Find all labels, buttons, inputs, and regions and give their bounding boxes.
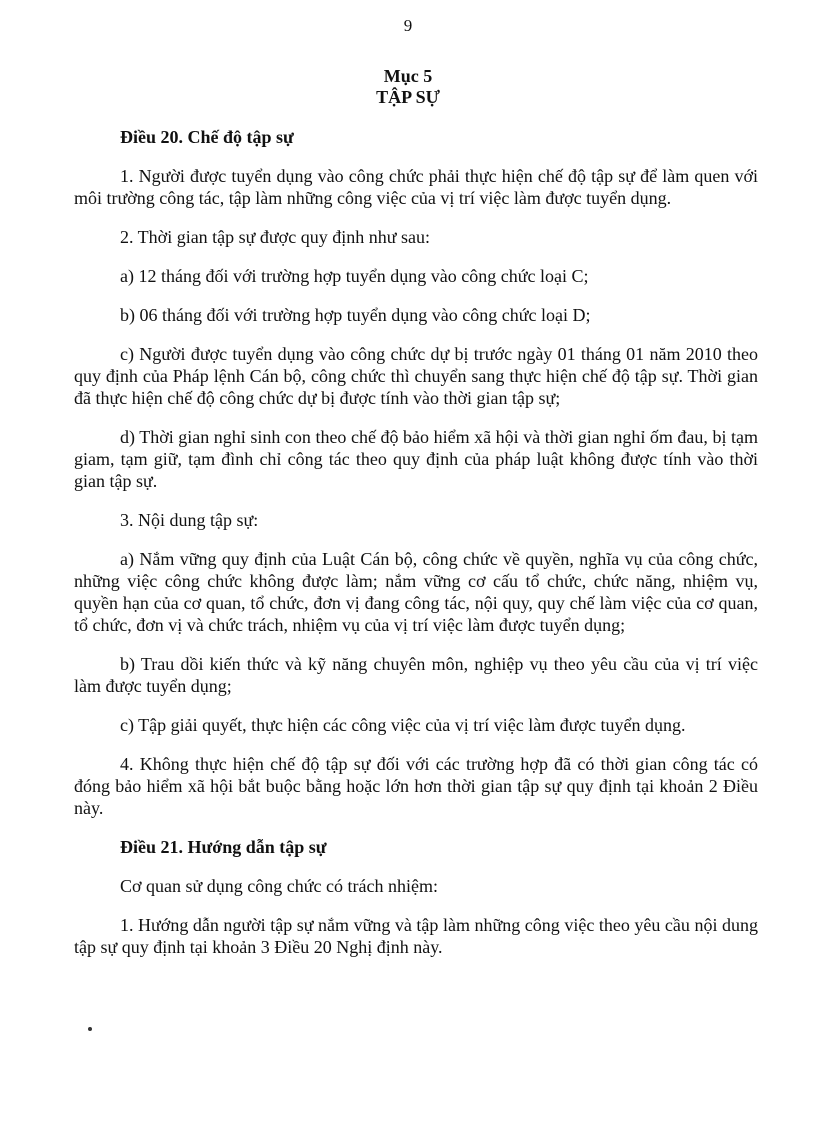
- article-20-paragraph: 2. Thời gian tập sự được quy định như sau:: [120, 227, 430, 247]
- article-20-paragraph: 4. Không thực hiện chế độ tập sự đối với các trường hợp đã có thời gian công tác có đóng bảo hiểm xã hội bắt buộc bằng hoặc lớn hơn thời gian tập sự quy định tại khoản 2 Điều này.: [74, 754, 758, 818]
- article-20-paragraph: b) 06 tháng đối với trường hợp tuyển dụng vào công chức loại D;: [120, 305, 591, 325]
- article-20-paragraph: a) Nắm vững quy định của Luật Cán bộ, công chức về quyền, nghĩa vụ của công chức, những việc công chức không được làm; nắm vững cơ cấu tổ chức, chức năng, nhiệm vụ, quyền hạn của cơ quan, tổ chức, đơn vị đang công tác, nội quy, quy chế làm việc của cơ quan, tổ chức, đơn vị và chức trách, nhiệm vụ của vị trí việc làm được tuyển dụng;: [74, 549, 758, 635]
- article-20-paragraph: c) Tập giải quyết, thực hiện các công việc của vị trí việc làm được tuyển dụng.: [120, 715, 686, 735]
- page-number: 9: [403, 16, 413, 35]
- article-21-paragraph: Cơ quan sử dụng công chức có trách nhiệm:: [120, 876, 438, 896]
- article-20-paragraph: d) Thời gian nghỉ sinh con theo chế độ bảo hiểm xã hội và thời gian nghỉ ốm đau, bị tạm giam, tạm giữ, tạm đình chỉ công tác theo quy định của pháp luật không được tính vào thời gian tập sự.: [74, 427, 758, 491]
- scan-speck: [88, 1027, 92, 1031]
- article-20-paragraph: b) Trau dồi kiến thức và kỹ năng chuyên môn, nghiệp vụ theo yêu cầu của vị trí việc làm được tuyển dụng;: [74, 654, 758, 696]
- article-20-paragraph: 3. Nội dung tập sự:: [120, 510, 259, 530]
- article-20-paragraph: 1. Người được tuyển dụng vào công chức phải thực hiện chế độ tập sự để làm quen với môi trường công tác, tập làm những công việc của vị trí việc làm được tuyển dụng.: [74, 166, 758, 208]
- document-body: [74, 126, 758, 975]
- section-title: TẬP SỰ: [376, 87, 440, 107]
- section-number: Mục 5: [383, 66, 433, 86]
- article-21-heading: Điều 21. Hướng dẫn tập sự: [120, 837, 327, 857]
- article-21-paragraph: 1. Hướng dẫn người tập sự nắm vững và tập làm những công việc theo yêu cầu nội dung tập sự quy định tại khoản 3 Điều 20 Nghị định này.: [74, 915, 758, 957]
- article-20-paragraph: a) 12 tháng đối với trường hợp tuyển dụng vào công chức loại C;: [120, 266, 589, 286]
- article-20-heading: Điều 20. Chế độ tập sự: [120, 127, 294, 147]
- article-20-paragraph: c) Người được tuyển dụng vào công chức dự bị trước ngày 01 tháng 01 năm 2010 theo quy định của Pháp lệnh Cán bộ, công chức thì chuyển sang thực hiện chế độ tập sự. Thời gian đã thực hiện chế độ công chức dự bị được tính vào thời gian tập sự;: [74, 344, 758, 408]
- section-heading: [0, 66, 816, 108]
